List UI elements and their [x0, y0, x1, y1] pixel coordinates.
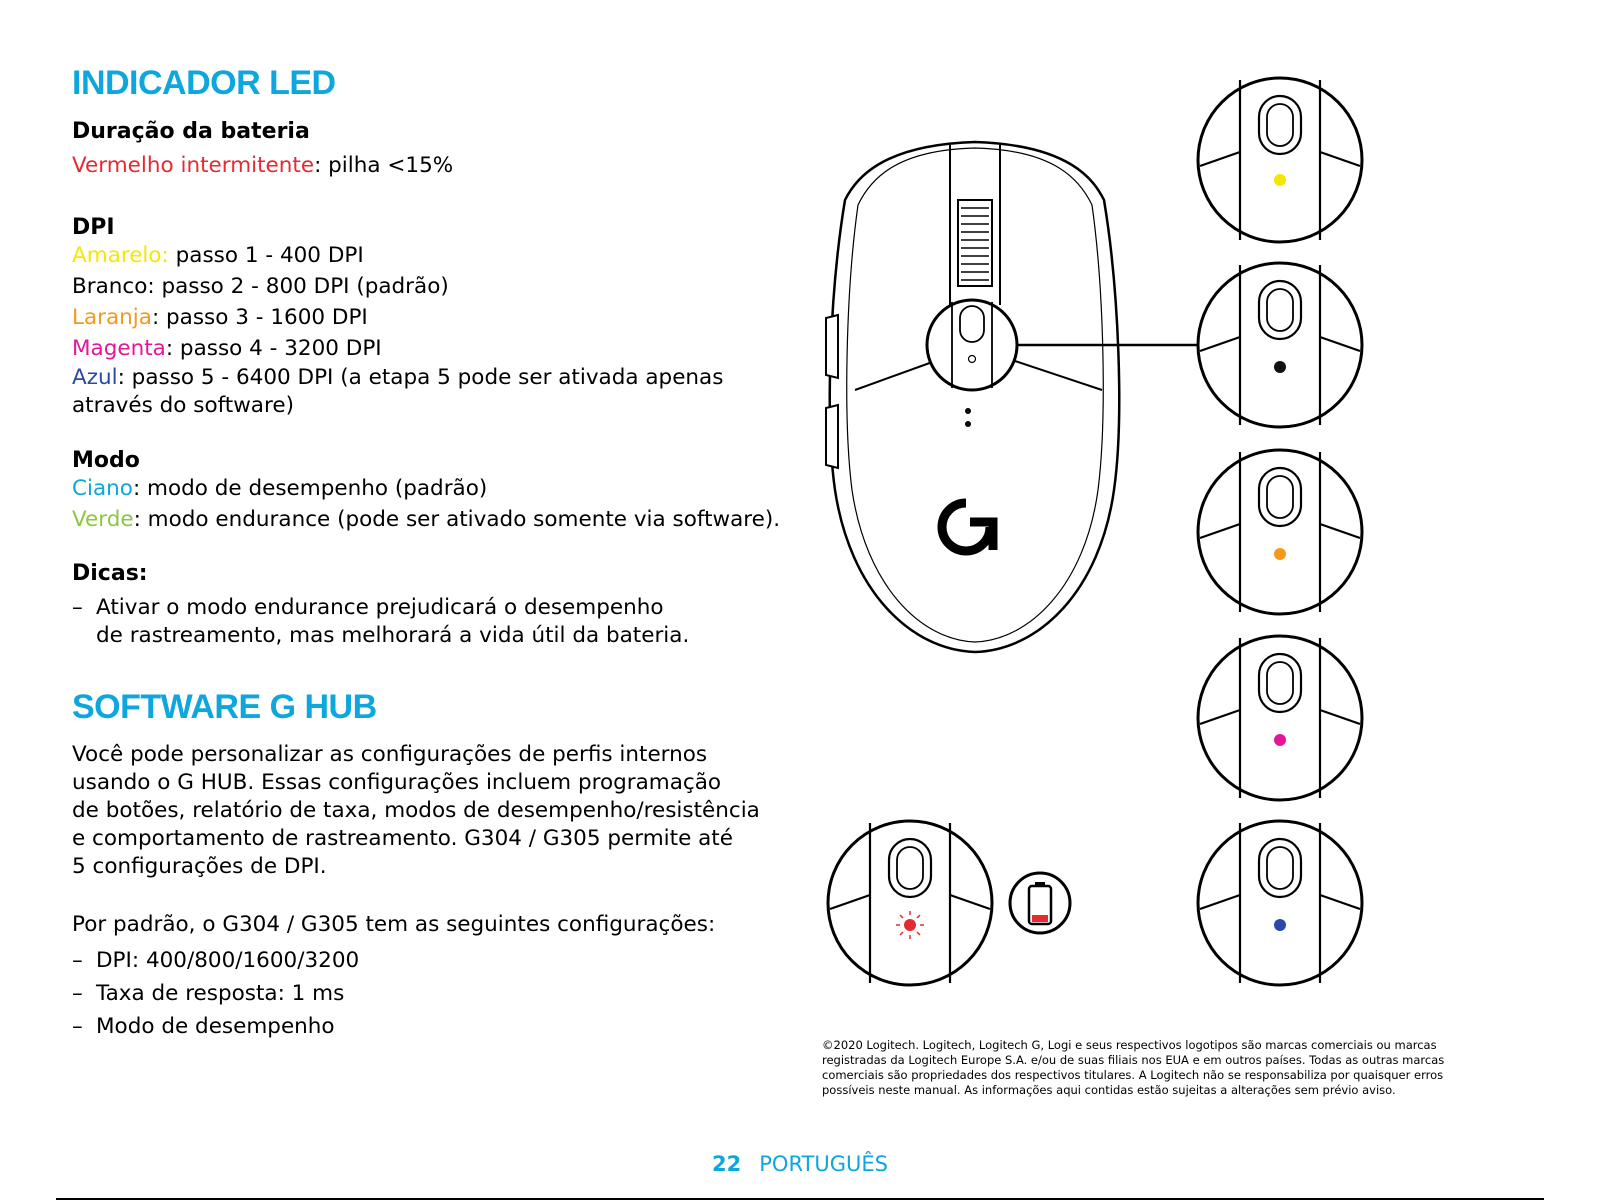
led-dot-yellow	[1274, 174, 1286, 186]
dash-bullet: –	[72, 981, 83, 1006]
led-dot-magenta	[1274, 734, 1286, 746]
dpi-label-yellow: Amarelo:	[72, 243, 169, 268]
mode-heading: Modo	[72, 448, 140, 473]
ghub-title: SOFTWARE G HUB	[72, 688, 377, 726]
low-battery-icon	[1010, 873, 1070, 933]
ghub-line: Você pode personalizar as configurações de perfis internos	[72, 742, 708, 767]
mode-text: : modo de desempenho (padrão)	[132, 476, 488, 501]
led-detail-blue	[1198, 821, 1362, 985]
ghub-line: de botões, relatório de taxa, modos de desempenho/resistência	[72, 798, 760, 823]
footer-language: PORTUGUÊS	[759, 1152, 888, 1176]
ghub-line: 5 configurações de DPI.	[72, 854, 327, 879]
default-text: Modo de desempenho	[96, 1014, 335, 1039]
dash-bullet: –	[72, 948, 83, 973]
dpi-text: : passo 4 - 3200 DPI	[165, 336, 382, 361]
led-title: INDICADOR LED	[72, 64, 336, 102]
led-dot-blue	[1274, 919, 1286, 931]
led-dot-red	[904, 919, 916, 931]
dpi-text: passo 2 - 800 DPI (padrão)	[154, 274, 449, 299]
dpi-text: : passo 5 - 6400 DPI (a etapa 5 pode ser ativada apenas	[117, 365, 724, 390]
tip-line: Ativar o modo endurance prejudicará o desempenho	[96, 595, 664, 620]
default-text: DPI: 400/800/1600/3200	[96, 948, 360, 973]
dpi-label-blue: Azul	[72, 365, 118, 390]
dpi-label-magenta: Magenta	[72, 336, 166, 361]
dpi-text-cont: através do software)	[72, 393, 294, 418]
legal-notice: ©2020 Logitech. Logitech, Logitech G, Logi e seus respectivos logotipos são marcas comerciais ou marcas registradas da Logitech Europe S.A. e/ou de suas filiais nos EUA e em outros países. Todas as outras marcas comerciais são propriedades dos respectivos titulares. A Logitech não se responsabiliza por quaisquer erros possíveis neste manual. As informações aqui contidas estão sujeitas a alterações sem prévio aviso.	[822, 1038, 1445, 1097]
led-detail-red-blinking	[828, 821, 992, 985]
ghub-para2: Por padrão, o G304 / G305 tem as seguintes configurações:	[72, 912, 716, 937]
led-dot-white	[1274, 361, 1286, 373]
led-detail-magenta	[1198, 636, 1362, 800]
battery-red-text: : pilha <15%	[314, 153, 454, 178]
mode-label-green: Verde	[72, 507, 134, 532]
dpi-label-white: Branco:	[72, 274, 155, 299]
mouse-body	[826, 142, 1119, 652]
default-text: Taxa de resposta: 1 ms	[96, 981, 345, 1006]
dpi-heading: DPI	[72, 215, 115, 240]
mode-label-cyan: Ciano	[72, 476, 133, 501]
dash-bullet: –	[72, 1014, 83, 1039]
dpi-text: : passo 3 - 1600 DPI	[151, 305, 368, 330]
led-detail-orange	[1198, 450, 1362, 614]
mode-text: : modo endurance (pode ser ativado somente via software).	[133, 507, 781, 532]
dpi-label-orange: Laranja	[72, 305, 152, 330]
tips-heading: Dicas:	[72, 561, 148, 586]
page-footer	[0, 1152, 1600, 1176]
led-dot-orange	[1274, 548, 1286, 560]
battery-red-label: Vermelho intermitente	[72, 153, 315, 178]
led-detail-yellow	[1198, 78, 1362, 242]
dpi-text: passo 1 - 400 DPI	[168, 243, 364, 268]
ghub-line: e comportamento de rastreamento. G304 / G305 permite até	[72, 826, 733, 851]
tip-line: de rastreamento, mas melhorará a vida útil da bateria.	[96, 623, 690, 648]
led-detail-white	[1198, 263, 1362, 427]
battery-heading: Duração da bateria	[72, 119, 310, 144]
page-number: 22	[712, 1152, 742, 1176]
ghub-line: usando o G HUB. Essas configurações incluem programação	[72, 770, 722, 795]
dash-bullet: –	[72, 595, 83, 620]
